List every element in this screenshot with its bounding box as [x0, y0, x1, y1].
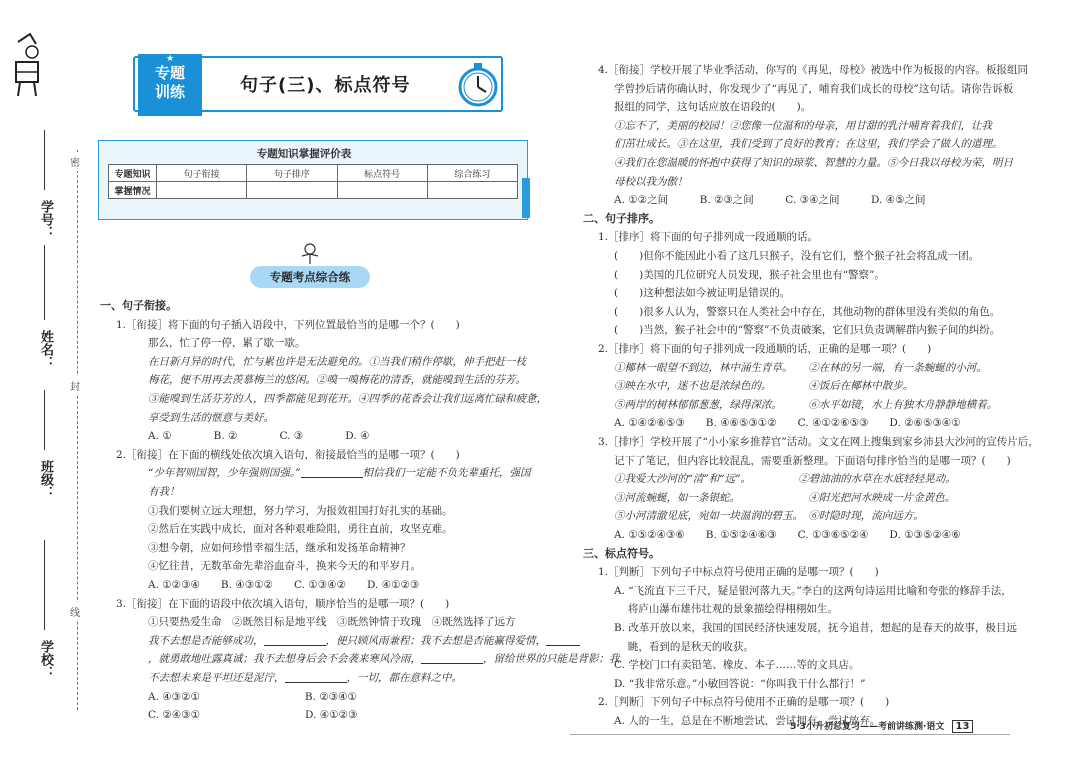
binding-margin: [0, 0, 90, 764]
line-text: 我不去想是否能够成功，: [148, 634, 264, 647]
empty-cell[interactable]: [157, 182, 247, 199]
line-text-after-blank: ，留给世界的只能是背影；我: [483, 653, 620, 666]
stopwatch-icon: [455, 62, 501, 108]
line-text: A. ① B. ② C. ③ D. ④: [148, 430, 370, 443]
line-text: B. 改革开放以来，我国的国民经济快速发展，抚今追昔，想起的是春天的故事，极目远: [614, 622, 1017, 634]
question-line: [614, 322, 1000, 338]
question-line: [116, 596, 449, 612]
section-heading: [583, 546, 660, 562]
line-text: ③能嗅到生活芬芳的人，四季都能见到花开。④四季的花香会让我们远离忙碌和疲惫，: [148, 393, 547, 405]
line-text: 将庐山瀑布雄伟壮观的景象描绘得栩栩如生。: [614, 603, 838, 616]
question-line: [148, 651, 620, 667]
line-text: 那么，忙了停一停，累了歇一歇。: [148, 337, 306, 350]
line-text: C. 学校门口有卖铅笔、橡皮、本子……等的文具店。: [614, 659, 860, 672]
question-line: [614, 620, 1017, 636]
line-text: ( )当然，猴子社会中的“警察”不负责破案，它们只负责调解群内猴子间的纠纷。: [614, 324, 1001, 337]
school-line: [44, 540, 45, 630]
question-line: [148, 335, 306, 351]
question-line: [148, 670, 462, 686]
line-text: 二、句子排序。: [583, 211, 660, 225]
school-label: 学校：: [38, 640, 53, 679]
line-text: A. ①②③④ B. ④③①② C. ①③④② D. ④①②③: [148, 579, 420, 591]
line-text: 报组的同学，这句话应放在语段的( )。: [614, 101, 812, 114]
line-text: 1.［排序］将下面的句子排列成一段通顺的话。: [598, 231, 819, 244]
figure-icon: [298, 242, 322, 268]
star-icon: ★: [165, 54, 175, 64]
line-text: ①我爱大沙河的“清”和“远”。 ②碧油油的水草在水底轻轻晃动。: [614, 473, 956, 486]
question-line: [116, 447, 460, 463]
line-text: ⑤两岸的树林郁郁葱葱，绿得深浓。 ⑥水平如镜，水上有独木舟静静地横着。: [614, 398, 998, 411]
topic-badge: [138, 54, 202, 116]
table-row: [109, 165, 518, 182]
question-line: [148, 354, 526, 370]
line-text: 眺，看到的是秋天的收获。: [614, 640, 754, 653]
question-line: [614, 192, 926, 208]
empty-cell[interactable]: [337, 182, 427, 199]
section-heading: [583, 211, 660, 227]
line-text: ( )很多人认为，警察只在人类社会中存在，其他动物的群体里没有类似的角色。: [614, 305, 1001, 318]
line-text: ①忘不了，美丽的校园！②您像一位温和的母亲，用甘甜的乳汁哺育着我们，让我: [614, 119, 992, 132]
line-text: 母校以我为傲！: [614, 175, 688, 188]
class-line: [44, 390, 45, 450]
empty-cell[interactable]: [427, 182, 517, 199]
line-text: ④我们在您温暖的怀抱中获得了知识的琼浆、智慧的力量。⑤今日我以母校为荣，明日: [614, 157, 1013, 169]
line-text: 不去想未来是平坦还是泥泞，: [148, 672, 285, 684]
fill-in-blank[interactable]: [301, 467, 363, 478]
line-text: 在日新月异的时代，忙与累也许是无法避免的。①当我们稍作停歇，伸手把赶一枝: [148, 355, 526, 368]
evaluation-table-box: [98, 140, 528, 220]
question-line: [614, 285, 790, 301]
line-text: 2.［排序］将下面的句子排列成一段通顺的话，正确的是哪一项？( ): [598, 343, 932, 355]
column-header: 综合练习: [427, 165, 517, 182]
line-text-after-blank: ，便只顾风雨兼程；我不去想是否能赢得爱情，: [325, 634, 546, 647]
page-number: 13: [952, 720, 974, 733]
fill-in-blank[interactable]: [285, 672, 347, 683]
column-header: 句子排序: [247, 165, 337, 182]
line-text: A. ①⑤②④③⑥ B. ①⑤②④⑥③ C. ①③⑥⑤②④ D. ①③⑤②④⑥: [614, 529, 961, 541]
line-text: ④忆往昔，无数革命先辈浴血奋斗，换来今天的和平岁月。: [148, 560, 421, 573]
badge-line: 专题: [154, 64, 185, 82]
topic-banner: [133, 56, 503, 112]
question-line: [148, 633, 580, 649]
line-text: ②然后在实践中成长，面对各种艰难险阻，勇往直前，攻坚克难。: [148, 523, 453, 536]
line-text: 4.［衔接］学校开展了毕业季活动，你写的《再见，母校》被选中作为板报的内容。板报组同: [598, 64, 1029, 76]
line-text: 2.［判断］下列句子中标点符号使用不正确的是哪一项？( ): [598, 696, 890, 709]
line-text: 三、标点符号。: [583, 546, 660, 560]
question-line: [614, 81, 1013, 97]
line-text: ③映在水中，迷不也是浓绿色的。 ④饭后在椰林中散步。: [614, 380, 914, 393]
row-header: 掌握情况: [109, 182, 157, 199]
line-text: 有我！: [148, 486, 180, 498]
question-line: [614, 360, 987, 376]
line-text: D. “我非常乐意。”小敏回答说：“你叫我干什么都行！”: [614, 677, 866, 690]
question-line: [148, 410, 274, 426]
question-line: [614, 118, 992, 134]
name-label: 姓名：: [38, 330, 53, 369]
question-line: [148, 503, 453, 519]
question-line: [148, 521, 453, 537]
question-line: [614, 471, 956, 487]
question-line: [598, 434, 1039, 450]
question-line: [614, 174, 688, 190]
line-text: ①椰林一眼望不到边，林中涌生青草。 ②在林的另一端，有一条蜿蜒的小河。: [614, 361, 987, 374]
question-line: [598, 229, 818, 245]
line-text: ①只要热爱生命 ②既然目标是地平线 ③既然钟情于玫瑰 ④既然选择了远方: [148, 616, 516, 629]
line-text: ( )但你不能因此小看了这几只猴子，没有它们，整个猴子社会将乱成一团。: [614, 250, 980, 262]
question-line: [614, 490, 955, 506]
table-row: [109, 182, 518, 199]
student-id-line: [44, 130, 45, 190]
box-tab: [522, 178, 530, 218]
line-text: ⑤小河清澈见底，宛如一块温润的碧玉。 ⑥时隐时现，流向远方。: [614, 510, 924, 523]
fill-in-blank[interactable]: [421, 653, 483, 664]
line-text: 享受到生活的惬意与美好。: [148, 411, 274, 424]
subtitle: 专题考点综合练: [250, 266, 370, 288]
question-line: [614, 267, 885, 283]
question-line: [614, 99, 811, 115]
row-header: 专题知识: [109, 165, 157, 182]
question-line: [614, 508, 924, 524]
question-line: [148, 391, 547, 407]
question-line: [598, 694, 889, 710]
line-text: A. ①④②⑥⑤③ B. ④⑥⑤③①② C. ④①②⑥⑤③ D. ②⑥⑤③④①: [614, 417, 961, 430]
question-line: [148, 689, 357, 705]
question-line: [614, 527, 961, 543]
empty-cell[interactable]: [247, 182, 337, 199]
question-line: [614, 397, 997, 413]
line-text: ①我们要树立远大理想，努力学习，为报效祖国打好扎实的基础。: [148, 504, 453, 517]
line-text: A. 人的一生，总是在不断地尝试，尝试拥有，尝试放弃。: [614, 715, 881, 727]
line-text: “少年智则国智，少年强则国强。”: [148, 467, 301, 480]
badge-line: 训练: [154, 83, 185, 101]
seal-mark: 密: [70, 152, 80, 171]
question-line: [614, 583, 1012, 599]
student-id-label: 学号：: [38, 200, 53, 239]
line-text: ③河流蜿蜒，如一条银蛇。 ④阳光把河水映成一片金黄色。: [614, 491, 956, 504]
question-line: [148, 614, 516, 630]
question-line: [614, 713, 880, 729]
line-text: 学曾抄后请你确认时，你发现少了“再见了，哺育我们成长的母校”这句话。请你告诉板: [614, 82, 1014, 95]
question-line: [614, 676, 865, 692]
line-text: ，就勇敢地吐露真诚；我不去想身后会不会袭来寒风冷雨，: [148, 653, 421, 666]
question-line: [614, 639, 754, 655]
column-header: 句子衔接: [157, 165, 247, 182]
question-line: [614, 601, 838, 617]
line-text: 们茁壮成长。③在这里，我们受到了良好的教育；在这里，我们学会了做人的道理。: [614, 138, 1003, 151]
question-line: [116, 317, 460, 333]
line-text: ( )美国的几位研究人员发现，猴子社会里也有“警察”。: [614, 268, 885, 281]
question-line: [148, 707, 357, 723]
seal-mark: 线: [70, 602, 80, 621]
question-line: [148, 428, 369, 444]
line-text: 3.［排序］学校开展了“小小家乡推荐官”活动。文文在网上搜集到家乡沛县大沙河的宣传片后，: [598, 436, 1039, 448]
question-line: [614, 136, 1003, 152]
section-heading: [100, 298, 177, 314]
line-text: 一、句子衔接。: [100, 299, 177, 312]
question-line: [614, 378, 913, 394]
footer-book-title: 5·3小升初总复习——考前讲练测·语文: [790, 722, 945, 732]
seal-mark: 封: [70, 376, 80, 395]
question-line: [148, 484, 180, 500]
page-title: 句子(三)、标点符号: [240, 75, 411, 96]
question-line: [614, 657, 859, 673]
line-text: C. ②④③① D. ④①②③: [148, 709, 358, 722]
class-label: 班级：: [38, 460, 53, 499]
question-line: [148, 372, 526, 388]
line-text: 2.［衔接］在下面的横线处依次填入语句，衔接最恰当的是哪一项？( ): [116, 448, 460, 461]
question-line: [148, 465, 531, 481]
line-text: A. “飞流直下三千尺，疑是银河落九天。”李白的这两句诗运用比喻和夸张的修辞手法，: [614, 584, 1012, 597]
line-text: A. ④③②① B. ②③④①: [148, 690, 357, 703]
question-line: [148, 540, 411, 556]
question-line: [598, 62, 1028, 78]
evaluation-table-title: 专题知识掌握评价表: [256, 148, 352, 160]
line-text: A. ①②之间 B. ②③之间 C. ③④之间 D. ④⑤之间: [614, 194, 926, 207]
line-text-after-blank: ，一切，都在意料之中。: [346, 672, 462, 684]
line-text: 3.［衔接］在下面的语段中依次填入语句，顺序恰当的是哪一项？( ): [116, 597, 450, 610]
question-line: [614, 155, 1013, 171]
question-line: [598, 341, 931, 357]
mascot-icon: [10, 32, 44, 102]
question-line: [598, 564, 879, 580]
question-line: [614, 415, 961, 431]
question-line: [614, 304, 1000, 320]
fill-in-blank[interactable]: [546, 635, 580, 646]
column-header: 标点符号: [337, 165, 427, 182]
line-text: 记下了笔记，但内容比较混乱，需要重新整理。下面语句排序恰当的是哪一项？( ): [614, 454, 1011, 467]
fill-in-blank[interactable]: [264, 635, 326, 646]
subtitle-ribbon: [240, 262, 380, 292]
line-text: 1.［判断］下列句子中标点符号使用正确的是哪一项？( ): [598, 566, 879, 579]
line-text: ( )这种想法如今被证明是错误的。: [614, 287, 791, 300]
line-text: 1.［衔接］将下面的句子插入语段中，下列位置最恰当的是哪一个？( ): [116, 318, 460, 331]
evaluation-table: [108, 164, 518, 199]
question-line: [614, 453, 1011, 469]
seal-line: [77, 150, 78, 710]
line-text: ③想今朝，应如何珍惜幸福生活，继承和发扬革命精神？: [148, 541, 411, 554]
line-text-after-blank: 相信我们一定能不负先辈重托，强国: [362, 467, 531, 480]
question-line: [148, 577, 419, 593]
question-line: [148, 558, 421, 574]
name-line: [44, 245, 45, 320]
question-line: [614, 248, 979, 264]
line-text: 梅花，便不用再去羡慕梅兰的悠闲。②嗅一嗅梅花的清香，就能嗅到生活的芬芳。: [148, 374, 526, 387]
